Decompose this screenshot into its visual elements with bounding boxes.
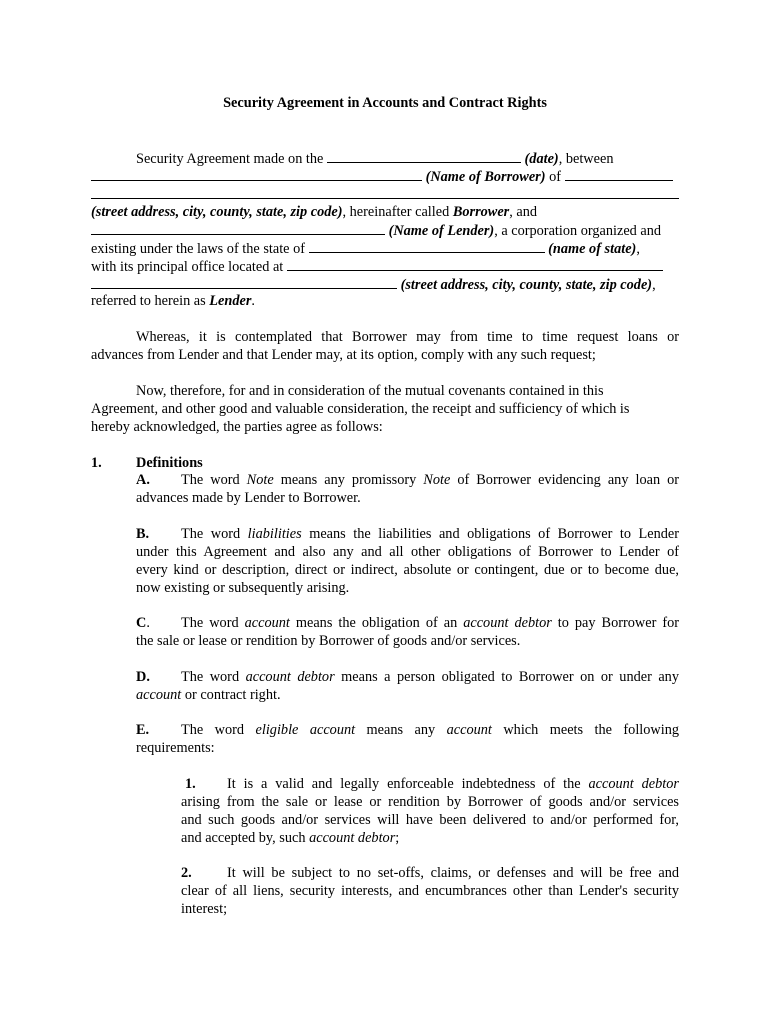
req-2-line-2: clear of all liens, security interests, and encumbrances other than Lender's security: [181, 883, 679, 899]
req-2-line-1: It will be subject to no set-offs, claims, or defenses and will be free and: [227, 865, 679, 881]
intro-line-6: existing under the laws of the state of (name of state),: [91, 238, 640, 258]
def-a-letter: A.: [136, 472, 150, 488]
lender-address-blank[interactable]: [91, 274, 397, 289]
def-b-letter: B.: [136, 526, 150, 542]
req-2-line-3: interest;: [181, 901, 228, 917]
whereas-line-1: Whereas, it is contemplated that Borrower may from time to time request loans or: [136, 329, 679, 345]
req-1-line-1: It is a valid and legally enforceable indebtedness of the account debtor: [227, 776, 679, 792]
borrower-term: Borrower: [452, 204, 510, 220]
def-e-line-1: The word eligible account means any account which meets the following: [181, 722, 680, 738]
intro-line-9: referred to herein as Lender.: [91, 293, 255, 309]
borrower-address-blank[interactable]: [91, 184, 679, 199]
borrower-name-label: (Name of Borrower): [425, 169, 546, 185]
lender-office-blank[interactable]: [287, 256, 663, 271]
intro-line-1: Security Agreement made on the (date), between: [136, 148, 613, 168]
def-b-line-4: now existing or subsequently arising.: [136, 580, 350, 596]
state-label: (name of state): [548, 241, 637, 257]
req-1-line-3: and such goods and/or services will have been delivered to and/or performed for,: [181, 812, 679, 828]
whereas-line-2: advances from Lender and that Lender may, at its option, comply with any such request;: [91, 347, 596, 363]
intro-line-7: with its principal office located at: [91, 256, 663, 276]
def-d-line-2: account or contract right.: [136, 687, 281, 703]
lender-name-blank[interactable]: [91, 220, 385, 235]
state-blank[interactable]: [309, 238, 545, 253]
def-b-line-1: The word liabilities means the liabilities and obligations of Borrower to Lender: [181, 526, 680, 542]
intro-line-3: [91, 184, 679, 204]
def-c-line-2: the sale or lease or rendition by Borrower of goods and/or services.: [136, 633, 521, 649]
now-line-3: hereby acknowledged, the parties agree as follows:: [91, 419, 383, 435]
def-c-letter: C.: [136, 615, 150, 631]
lender-address-label: (street address, city, county, state, zip code): [400, 277, 653, 293]
borrower-name-blank[interactable]: [91, 166, 422, 181]
def-a-line-1: The word Note means any promissory Note of Borrower evidencing any loan or: [181, 472, 680, 488]
now-line-1: Now, therefore, for and in consideration of the mutual covenants contained in this: [136, 383, 604, 399]
borrower-of-blank[interactable]: [565, 166, 673, 181]
intro-line-8: (street address, city, county, state, zip code),: [91, 274, 656, 294]
def-a-line-2: advances made by Lender to Borrower.: [136, 490, 361, 506]
def-d-letter: D.: [136, 669, 150, 685]
date-blank[interactable]: [327, 148, 521, 163]
def-b-line-3: every kind or description, direct or indirect, absolute or contingent, due or to become due,: [136, 562, 679, 578]
def-e-line-2: requirements:: [136, 740, 215, 756]
section-number: 1.: [91, 455, 102, 471]
def-b-line-2: under this Agreement and also any and all other obligations of Borrower to Lender of: [136, 544, 679, 560]
def-d-line-1: The word account debtor means a person obligated to Borrower on or under any: [181, 669, 679, 685]
document-title: Security Agreement in Accounts and Contract Rights: [223, 95, 547, 111]
req-1-number: 1.: [185, 776, 196, 792]
def-e-letter: E.: [136, 722, 150, 738]
req-1-line-4: and accepted by, such account debtor;: [181, 830, 400, 846]
now-line-2: Agreement, and other good and valuable consideration, the receipt and sufficiency of which is: [91, 401, 630, 417]
intro-line-5: (Name of Lender), a corporation organized and: [91, 220, 661, 240]
borrower-address-label: (street address, city, county, state, zip code): [91, 204, 343, 220]
req-2-number: 2.: [181, 865, 192, 881]
lender-term: Lender: [209, 293, 252, 309]
req-1-line-2: arising from the sale or lease or rendition by Borrower of goods and/or services: [181, 794, 679, 810]
intro-line-2: (Name of Borrower) of: [91, 166, 673, 186]
lender-name-label: (Name of Lender): [388, 223, 495, 239]
section-heading: Definitions: [136, 455, 203, 471]
def-c-line-1: The word account means the obligation of an account debtor to pay Borrower for: [181, 615, 679, 631]
date-label: (date): [524, 151, 559, 167]
intro-line-4: (street address, city, county, state, zip code), hereinafter called Borrower, and: [91, 204, 538, 220]
